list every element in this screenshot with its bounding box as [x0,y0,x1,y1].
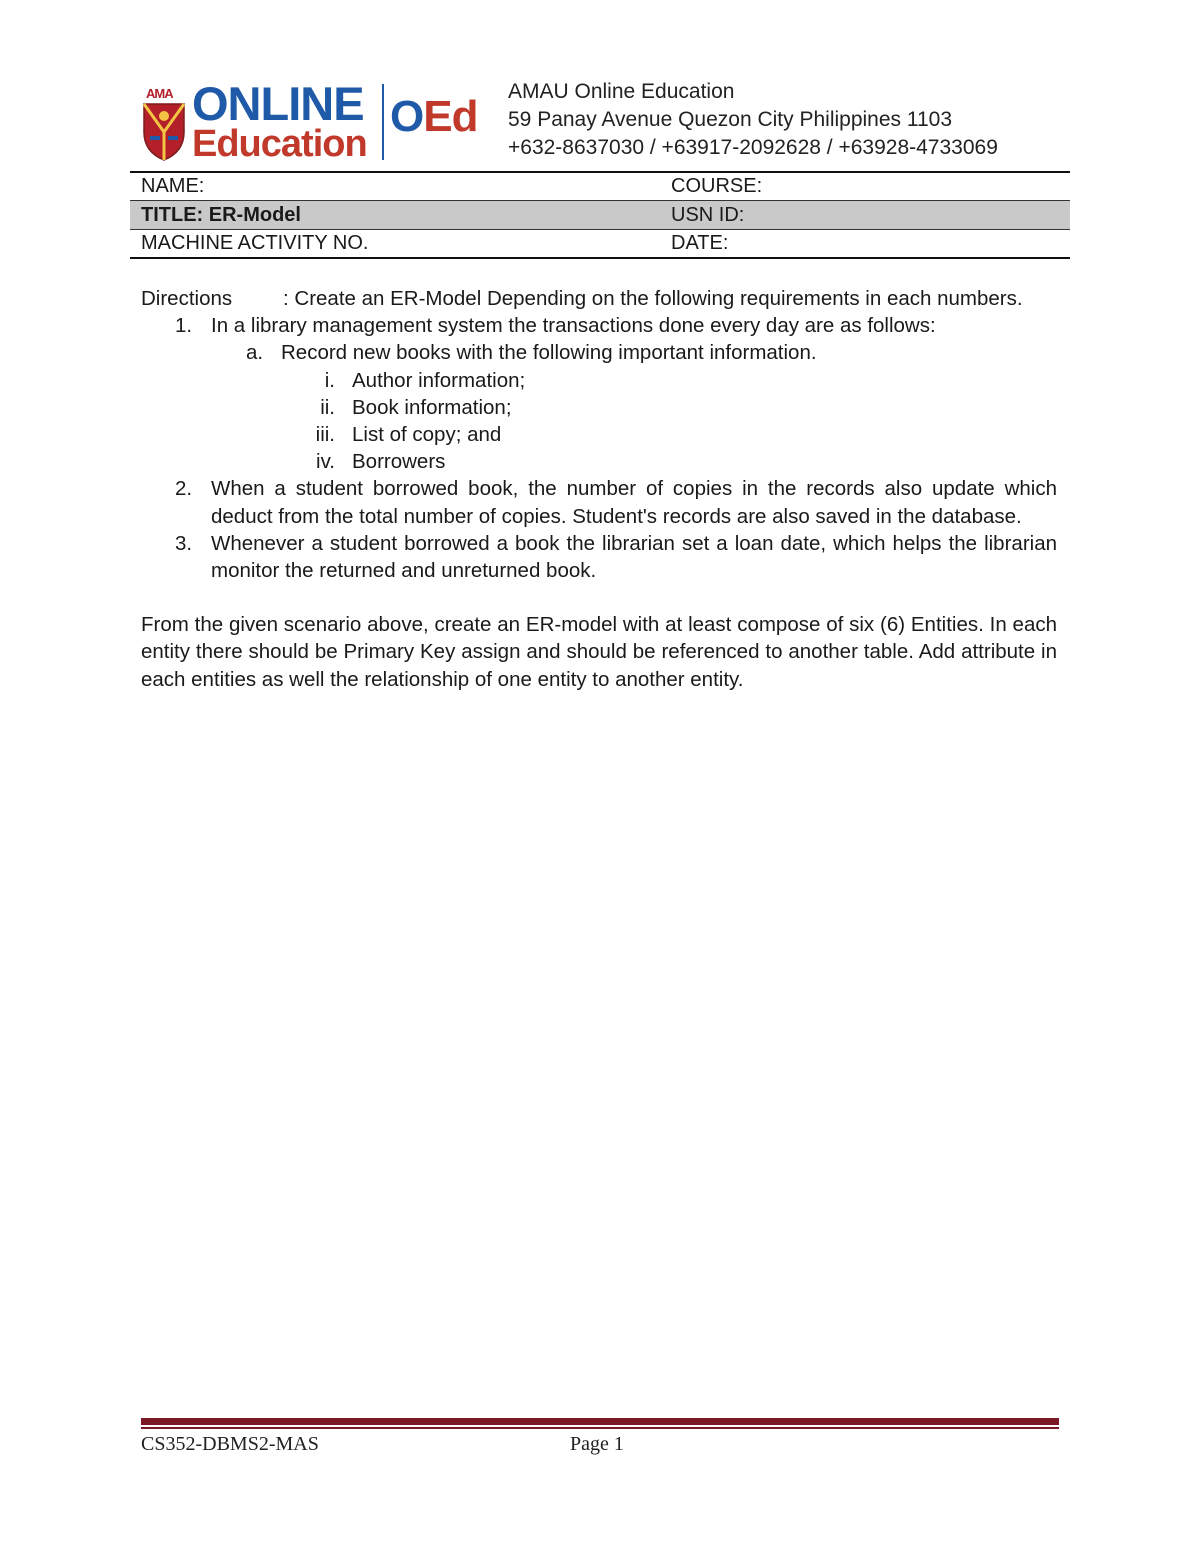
org-phones: +632-8637030 / +63917-2092628 / +63928-4733069 [508,136,998,159]
instructions-body [141,285,1057,693]
activity-label: MACHINE ACTIVITY NO. [141,232,369,254]
list-item [141,312,1057,339]
roman-list-item-text: Author information; [352,368,526,392]
footer-page-number: Page 1 [570,1433,624,1455]
list-item-text: Whenever a student borrowed a book the librarian set a loan date, which helps the librarian monitor the returned and unreturned book. [211,531,1057,583]
ama-online-education-logo [140,78,500,164]
roman-list-item [141,448,1057,475]
ama-logo-text: AMA [146,86,173,101]
roman-numeral: i. [324,368,335,392]
directions-label: Directions [141,287,233,310]
info-row-activity [130,230,1070,257]
sub-list-item-text: Record new books with the following important information. [281,341,817,365]
roman-numeral: iv. [316,450,335,474]
list-item-number: 2. [175,477,193,501]
footer-rule [141,1418,1059,1425]
oed-logo [390,92,477,142]
name-label: NAME: [141,175,205,197]
student-info-table [130,171,1070,259]
footer-course-code: CS352-DBMS2-MAS [141,1433,319,1455]
list-item [141,475,1057,529]
sub-list-item-letter: a. [246,341,264,365]
list-item-number: 1. [175,314,193,338]
roman-list-item-text: List of copy; and [352,423,502,447]
roman-numeral: iii. [315,423,335,447]
oed-logo-o: O [390,92,424,141]
organization-info [508,78,1068,162]
closing-paragraph: From the given scenario above, create an ER-model with at least compose of six (6) Entities. In each entity there should be Primary Key assign and should be referenced to another table. Add attribute in each entities as well the relationship of one entity to another entity. [141,613,1057,691]
footer-rule-thin [141,1427,1059,1429]
list-item-number: 3. [175,531,193,555]
course-label: COURSE: [671,175,763,197]
oed-logo-ed: Ed [423,92,478,141]
roman-list-item [141,367,1057,394]
list-item-text: When a student borrowed book, the number of copies in the records also update which deduct from the total number of copies. Student's records are also saved in the database. [211,477,1057,528]
info-row-title [130,200,1070,230]
title-label: TITLE: ER-Model [141,204,301,226]
info-row-name [130,173,1070,200]
directions-paragraph [141,285,1057,312]
sub-list-item [141,339,1057,366]
org-name: AMAU Online Education [508,80,735,103]
page-header [140,78,1070,164]
list-item-text: In a library management system the transactions done every day are as follows: [211,314,936,338]
org-address: 59 Panay Avenue Quezon City Philippines 1103 [508,108,953,131]
logo-divider [382,84,384,160]
roman-list-item-text: Book information; [352,395,512,419]
logo-online-word: ONLINE [192,77,364,130]
roman-list-item [141,394,1057,421]
roman-numeral: ii. [320,395,335,419]
roman-list-item [141,421,1057,448]
usn-label: USN ID: [671,204,745,226]
list-item [141,530,1057,584]
directions-text: : Create an ER-Model Depending on the following requirements in each numbers. [283,287,1023,310]
table-bottom-rule [130,257,1070,259]
roman-list-item-text: Borrowers [352,450,446,474]
date-label: DATE: [671,232,729,254]
logo-education-word: Education [192,123,367,165]
